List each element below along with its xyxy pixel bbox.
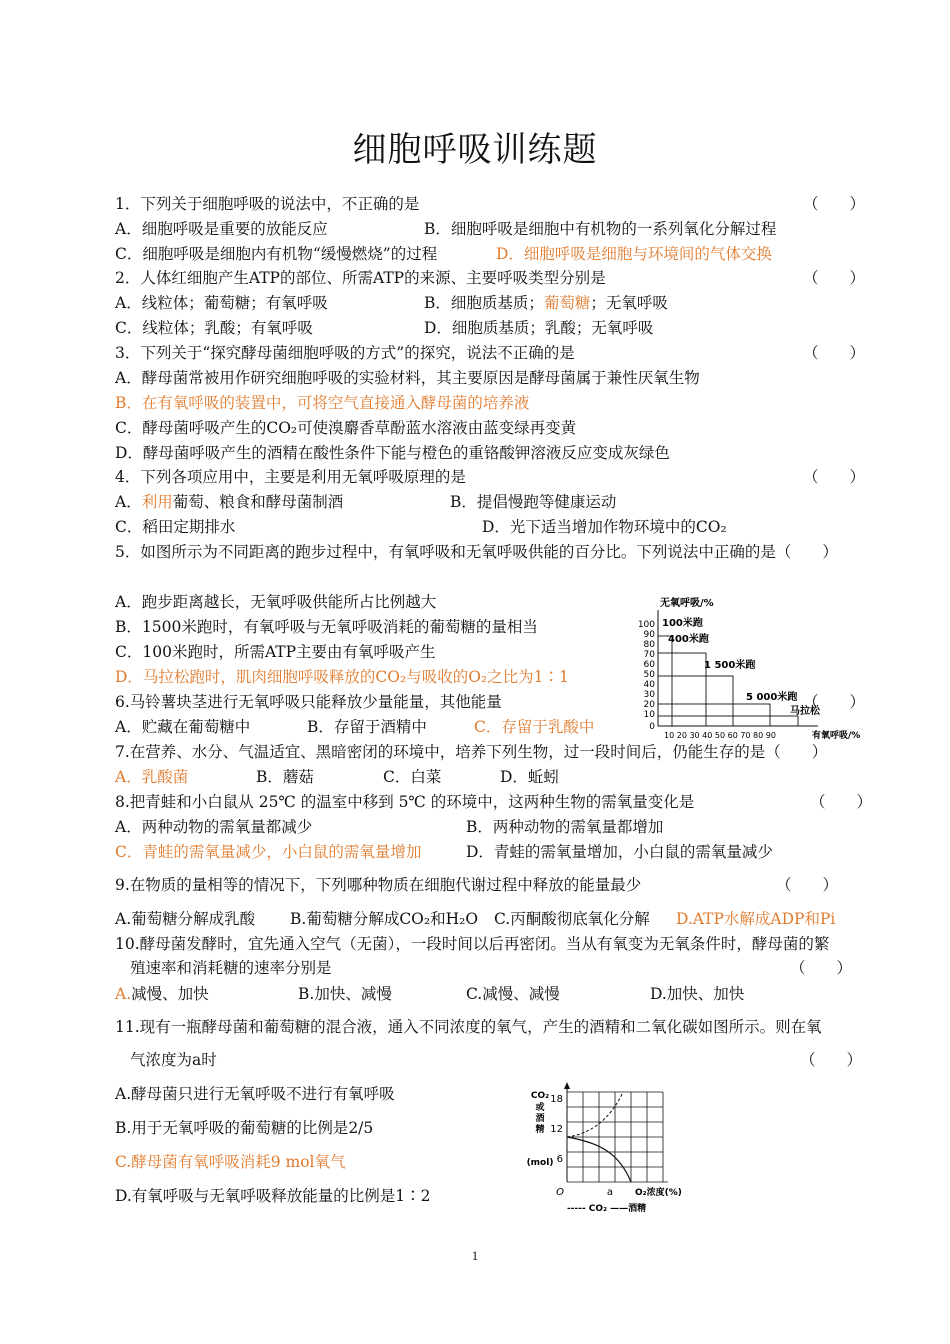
q10-option-b: B.加快、减慢 (298, 985, 392, 1003)
q7-option-d: D．蚯蚓 (500, 768, 559, 786)
q3-option-b: B．在有氧呼吸的装置中，可将空气直接通入酵母菌的培养液 (115, 394, 530, 412)
svg-text:10: 10 (643, 710, 655, 720)
q5-option-d: D．马拉松跑时，肌肉细胞呼吸释放的CO₂与吸收的O₂之比为1∶1 (115, 668, 569, 686)
q6-stem: 6.马铃薯块茎进行无氧呼吸只能释放少量能量，其他能量 (115, 693, 502, 711)
q9-answer-paren: （ ） (776, 876, 839, 894)
q1-option-a: A．细胞呼吸是重要的放能反应 (115, 220, 328, 238)
q5-figure (628, 592, 878, 742)
q11-option-c: C.酵母菌有氧呼吸消耗9 mol氧气 (115, 1153, 346, 1171)
q2-option-a: A．线粒体；葡萄糖；有氧呼吸 (115, 294, 328, 312)
q11-co2-curve (567, 1092, 623, 1137)
svg-text:30: 30 (643, 690, 655, 700)
svg-text:80: 80 (643, 640, 655, 650)
q5-stem: 5．如图所示为不同距离的跑步过程中，有氧呼吸和无氧呼吸供能的百分比。下列说法中正确的是（ ） (115, 543, 838, 561)
q6-option-c: C．存留于乳酸中 (474, 718, 595, 736)
q10-stem-line2: 殖速率和消耗糖的速率分别是 (130, 959, 332, 977)
q2-answer-paren: （ ） (803, 269, 866, 287)
q6-option-a: A．贮藏在葡萄糖中 (115, 718, 251, 736)
q1-option-d: D．细胞呼吸是细胞与环境间的气体交换 (496, 245, 772, 263)
q5-option-a: A．跑步距离越长，无氧呼吸供能所占比例越大 (115, 593, 437, 611)
q1-answer-paren: （ ） (803, 195, 866, 213)
svg-text:60: 60 (643, 660, 655, 670)
svg-text:酒: 酒 (535, 1114, 545, 1124)
svg-text:20: 20 (643, 700, 655, 710)
q4-highlight: 利用 (141, 493, 173, 511)
q8-option-d: D．青蛙的需氧量增加，小白鼠的需氧量减少 (466, 843, 773, 861)
q7-option-c: C．白菜 (383, 768, 442, 786)
q5-fig-label-1500m: 1 500米跑 (704, 660, 756, 671)
q10-stem-line1: 10.酵母菌发酵时，宜先通入空气（无菌），一段时间以后再密闭。当从有氧变为无氧条件时，酵母菌的繁 (115, 935, 830, 953)
q11-fig-xlabel: O₂浓度(%) (635, 1188, 682, 1198)
svg-text:50: 50 (643, 670, 655, 680)
q5-fig-xticks: 10 20 30 40 50 60 70 80 90 (664, 731, 776, 740)
q6-answer-paren: （ ） (803, 693, 866, 711)
q3-option-d: D．酵母菌呼吸产生的酒精在酸性条件下能与橙色的重铬酸钾溶液反应变成灰绿色 (115, 444, 670, 462)
q1-option-c: C．细胞呼吸是细胞内有机物“缓慢燃烧”的过程 (115, 245, 438, 263)
svg-text:12: 12 (550, 1124, 563, 1135)
q10-option-a: A.减慢、加快 (115, 985, 209, 1003)
q11-option-a: A.酵母菌只进行无氧呼吸不进行有氧呼吸 (115, 1085, 395, 1103)
q11-fig-legend: ----- CO₂ ——酒精 (567, 1204, 647, 1214)
svg-text:70: 70 (643, 650, 655, 660)
q5-option-c: C．100米跑时，所需ATP主要由有氧呼吸产生 (115, 643, 436, 661)
q2-stem: 2．人体红细胞产生ATP的部位、所需ATP的来源、主要呼吸类型分别是 (115, 269, 606, 287)
page-title: 细胞呼吸训练题 (352, 130, 598, 170)
svg-text:0: 0 (649, 722, 655, 732)
q3-option-a: A．酵母菌常被用作研究细胞呼吸的实验材料，其主要原因是酵母菌属于兼性厌氧生物 (115, 369, 700, 387)
q5-option-b: B．1500米跑时，有氧呼吸与无氧呼吸消耗的葡萄糖的量相当 (115, 618, 538, 636)
q5-fig-xlabel: 有氧呼吸/% (812, 731, 861, 741)
q11-answer-paren: （ ） (800, 1051, 863, 1069)
q11-stem-line2: 气浓度为a时 (130, 1051, 217, 1069)
q4-stem: 4．下列各项应用中，主要是利用无氧呼吸原理的是 (115, 468, 466, 486)
svg-text:CO₂: CO₂ (530, 1091, 550, 1101)
q7-option-a: A．乳酸菌 (115, 768, 189, 786)
q5-fig-label-400m: 400米跑 (668, 634, 709, 645)
q9-option-c: C.丙酮酸彻底氧化分解 (494, 910, 650, 928)
q11-stem-line1: 11.现有一瓶酵母菌和葡萄糖的混合液，通入不同浓度的氧气，产生的酒精和二氧化碳如图所示。则在氧 (115, 1018, 822, 1036)
svg-text:18: 18 (550, 1094, 563, 1105)
q4-option-a: A．利用葡萄、粮食和酵母菌制酒 (115, 493, 344, 511)
svg-text:6: 6 (556, 1154, 563, 1165)
q10-option-c: C.减慢、减慢 (466, 985, 560, 1003)
q5-fig-yticks (638, 620, 655, 732)
page-number: 1 (471, 1248, 479, 1263)
q5-fig-ylabel: 无氧呼吸/% (660, 598, 714, 609)
q2-option-c: C．线粒体；乳酸；有氧呼吸 (115, 319, 313, 337)
q10-answer-paren: （ ） (790, 959, 853, 977)
svg-text:90: 90 (643, 630, 655, 640)
q9-stem: 9.在物质的量相等的情况下，下列哪种物质在细胞代谢过程中释放的能量最少 (115, 876, 642, 894)
q9-option-a: A.葡萄糖分解成乳酸 (115, 910, 256, 928)
q8-option-b: B．两种动物的需氧量都增加 (466, 818, 664, 836)
q11-fig-origin: O (556, 1187, 564, 1198)
q9-option-b: B.葡萄糖分解成CO₂和H₂O (290, 910, 479, 928)
q9-option-d: D.ATP水解成ADP和Pi (676, 910, 836, 928)
q3-answer-paren: （ ） (803, 344, 866, 362)
q3-stem: 3．下列关于“探究酵母菌细胞呼吸的方式”的探究，说法不正确的是 (115, 344, 575, 362)
svg-text:精: 精 (535, 1125, 545, 1135)
q11-fig-yticks (550, 1094, 563, 1165)
q11-option-b: B.用于无氧呼吸的葡萄糖的比例是2/5 (115, 1119, 374, 1137)
q2-option-b: B．细胞质基质；葡萄糖；无氧呼吸 (424, 294, 668, 312)
q8-option-c: C．青蛙的需氧量减少，小白鼠的需氧量增加 (115, 843, 422, 861)
svg-text:100: 100 (637, 620, 655, 630)
q11-option-d: D.有氧呼吸与无氧呼吸释放能量的比例是1∶2 (115, 1187, 431, 1205)
q4-option-b: B．提倡慢跑等健康运动 (450, 493, 617, 511)
q2-option-d: D．细胞质基质；乳酸；无氧呼吸 (424, 319, 654, 337)
q2-highlight: 葡萄糖 (543, 294, 591, 312)
q4-option-d: D．光下适当增加作物环境中的CO₂ (482, 518, 727, 536)
q11-figure (526, 1080, 720, 1220)
q6-option-b: B．存留于酒精中 (307, 718, 427, 736)
q4-answer-paren: （ ） (803, 468, 866, 486)
q7-option-b: B．蘑菇 (256, 768, 314, 786)
q7-stem: 7.在营养、水分、气温适宜、黑暗密闭的环境中，培养下列生物，过一段时间后，仍能生存的是（ ） (115, 743, 828, 761)
svg-text:(mol): (mol) (526, 1158, 554, 1168)
q4-option-c: C．稻田定期排水 (115, 518, 236, 536)
q1-stem: 1．下列关于细胞呼吸的说法中，不正确的是 (115, 195, 420, 213)
q10-option-d: D.加快、加快 (650, 985, 745, 1003)
q5-fig-label-100m: 100米跑 (662, 618, 703, 629)
svg-text:或: 或 (535, 1103, 545, 1113)
q8-stem: 8.把青蛙和小白鼠从 25℃ 的温室中移到 5℃ 的环境中，这两种生物的需氧量变化是 (115, 793, 695, 811)
svg-text:40: 40 (643, 680, 655, 690)
q5-fig-label-marathon: 马拉松 (790, 706, 820, 717)
q3-option-c: C．酵母菌呼吸产生的CO₂可使溴麝香草酚蓝水溶液由蓝变绿再变黄 (115, 419, 577, 437)
q1-option-b: B．细胞呼吸是细胞中有机物的一系列氧化分解过程 (424, 220, 777, 238)
q8-answer-paren: （ ） (810, 793, 873, 811)
q5-fig-label-5000m: 5 000米跑 (746, 692, 798, 703)
q11-fig-a-label: a (606, 1187, 614, 1198)
q8-option-a: A．两种动物的需氧量都减少 (115, 818, 313, 836)
